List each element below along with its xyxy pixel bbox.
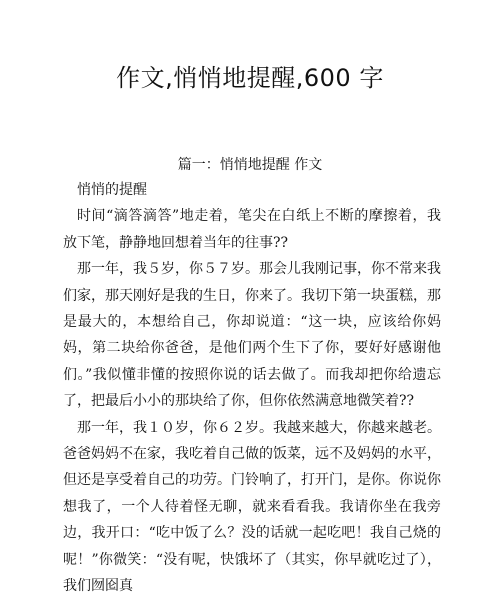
document-title: 作文,悄悄地提醒,600 字 xyxy=(116,64,384,92)
paragraph: 时间“滴答滴答”地走着，笔尖在白纸上不断的摩擦着，我放下笔，静静地回想着当年的往事?? xyxy=(63,208,441,251)
paragraph: 那一年，我１０岁，你６２岁。我越来越大，你越来越老。爸爸妈妈不在家，我吃着自己做的饭菜，远不及妈妈的水平，但还是享受着自己的功劳。门铃响了，打开门，是你。你说你想我了，一个人待着怪无聊，就来看看我。我请你坐在我旁边，我开口：“吃中饭了么？没的话就一起吃吧！我自己烧的呢！”你微笑：“没有呢，快饿坏了（其实，你早就吃过了），我们囫囵真 xyxy=(63,419,441,595)
essay-subtitle: 悄悄的提醒 xyxy=(77,182,147,198)
paragraph: 那一年，我５岁，你５７岁。那会儿我刚记事，你不常来我们家，那天刚好是我的生日，你来了。我切下第一块蛋糕，那是最大的，本想给自己，你却说道：“这一块，应该给你妈妈，第二块给你爸爸，是他们两个生下了你，要好好感谢他们。”我似懂非懂的按照你说的话去做了。而我却把你给遗忘了，把最后小小的那块给了你，但你依然满意地微笑着?? xyxy=(63,261,441,410)
document-body xyxy=(63,177,441,600)
section-heading: 篇一：悄悄地提醒 作文 xyxy=(177,157,323,173)
